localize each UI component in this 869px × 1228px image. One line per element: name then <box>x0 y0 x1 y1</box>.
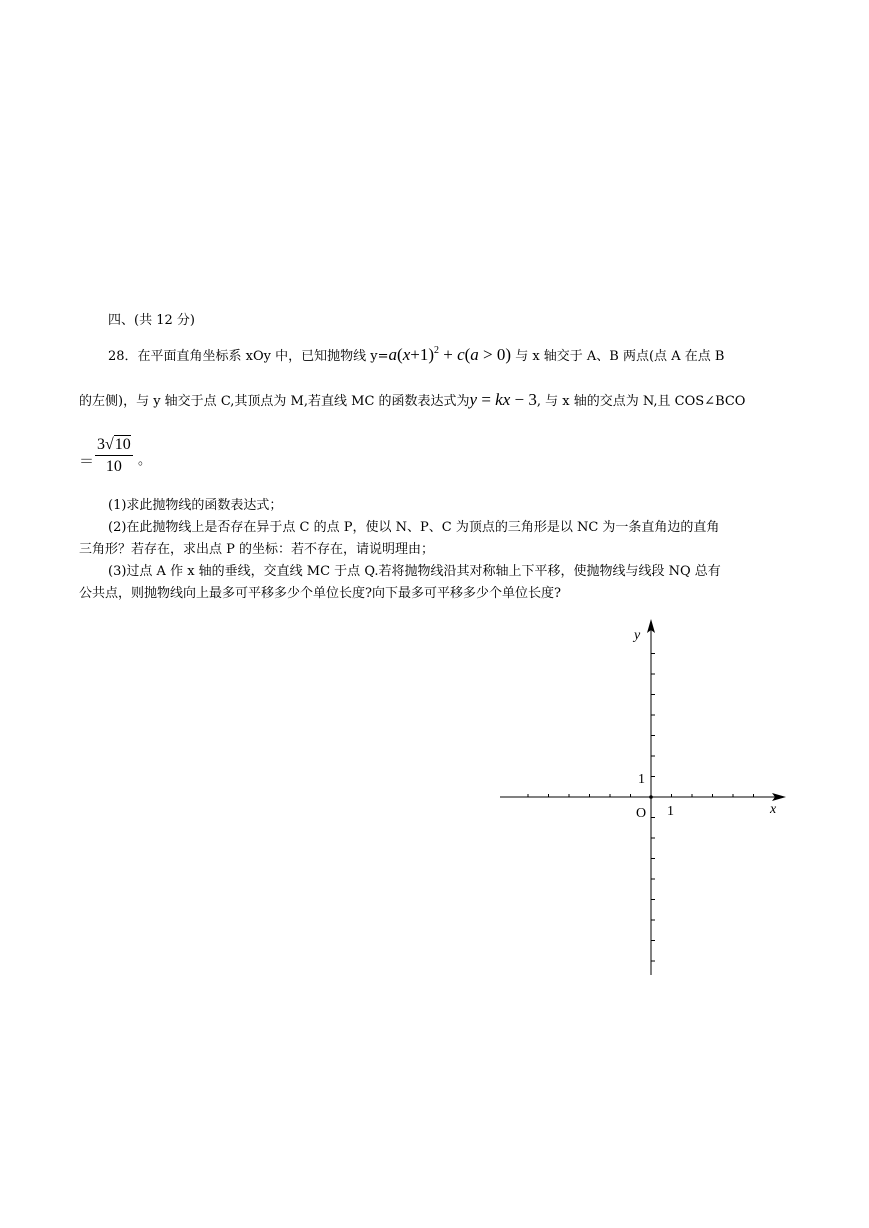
question-3-line-2: 公共点，则抛物线向上最多可平移多少个单位长度?向下最多可平移多少个单位长度? <box>79 586 561 601</box>
x-unit-label: 1 <box>667 804 674 819</box>
problem-line-3-prefix: ＝ <box>79 452 95 470</box>
section-heading: 四、(共 12 分) <box>108 313 195 328</box>
problem-line-2-suffix: , 与 x 轴的交点为 N,且 COS∠BCO <box>536 394 746 409</box>
origin-label: O <box>636 806 647 821</box>
parabola-formula: $a(x+1)^2 + c(a > 0)$ <box>388 345 512 364</box>
problem-line-1-prefix: 28．在平面直角坐标系 xOy 中，已知抛物线 y= <box>108 349 389 364</box>
question-1: (1)求此抛物线的函数表达式； <box>108 498 283 513</box>
problem-line-2-prefix: 的左侧)，与 y 轴交于点 C,其顶点为 M,若直线 MC 的函数表达式为 <box>79 394 470 409</box>
fraction-numerator: 3√10 <box>95 436 133 456</box>
fraction-denominator: 10 <box>105 458 122 475</box>
question-3-line-1: (3)过点 A 作 x 轴的垂线，交直线 MC 于点 Q.若将抛物线沿其对称轴上下平移，使抛物线与线段 NQ 总有 <box>108 564 721 579</box>
y-unit-label: 1 <box>638 772 645 787</box>
problem-line-1-suffix: 与 x 轴交于 A、B 两点(点 A 在点 B <box>515 349 725 364</box>
line-mc-formula: y = kx − 3 <box>469 390 537 409</box>
question-2-line-2: 三角形？若存在，求出点 P 的坐标：若不存在，请说明理由； <box>79 542 435 557</box>
y-axis-label: y <box>634 628 641 643</box>
question-2-line-1: (2)在此抛物线上是否存在异于点 C 的点 P，使以 N、P、C 为顶点的三角形是以 NC 为一条直角边的直角 <box>108 520 720 535</box>
problem-line-3-suffix: 。 <box>138 453 152 468</box>
origin-dot <box>649 795 653 799</box>
x-axis-label: x <box>770 802 777 817</box>
